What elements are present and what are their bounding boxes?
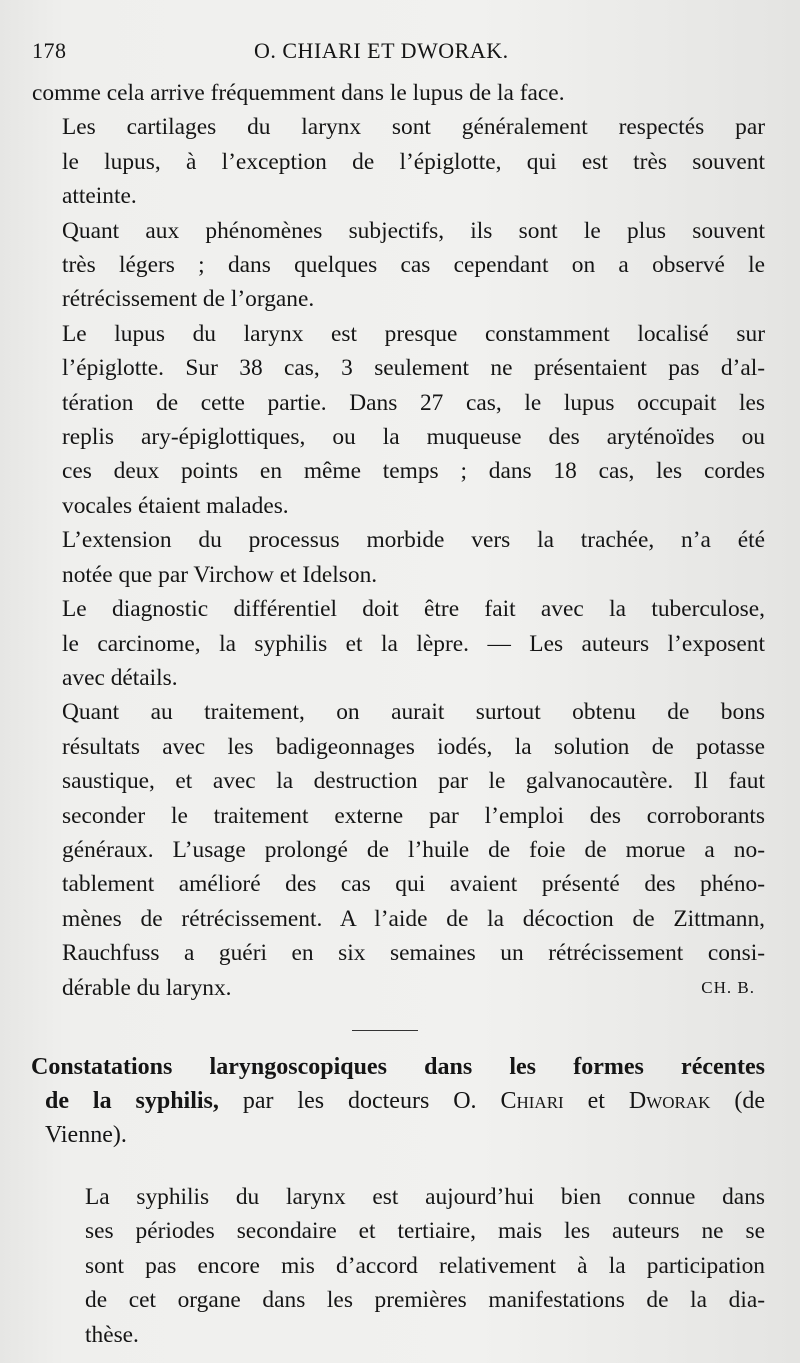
page-number: 178 [32,38,67,63]
text-line: tération de cette partie. Dans 27 cas, le lupus occupait les [62,389,765,416]
text-line: ses périodes secondaire et tertiaire, mais les auteurs ne se [85,1218,765,1245]
paragraph [32,76,765,110]
text-line: replis ary-épiglottiques, ou la muqueuse des aryténoïdes ou [62,424,765,451]
paragraph [32,592,765,695]
text-line: Le lupus du larynx est presque constamment localisé sur [62,320,765,347]
text-line: sont pas encore mis d’accord relativement à la participation [85,1252,765,1279]
article-body [32,76,765,1005]
text-line: généraux. L’usage prolongé de l’huile de foie de morue a no- [62,836,765,863]
section-divider [352,1030,418,1031]
text-line: saustique, et avec la destruction par le galvanocautère. Il faut [62,768,765,795]
text-line: vocales étaient malades. [62,492,289,519]
paragraph [32,110,765,213]
section-byline: par les docteurs O. [218,1088,501,1114]
text-line: avec détails. [62,664,178,691]
text-line: le lupus, à l’exception de l’épiglotte, qui est très souvent [62,148,765,175]
text-line: mènes de rétrécissement. A l’aide de la décoction de Zittmann, [62,905,765,932]
text-line: Le diagnostic différentiel doit être fait avec la tuberculose, [62,596,765,623]
text-line: rétrécissement de l’organe. [62,286,315,313]
section-byline-and: et [563,1088,629,1114]
text-line: thèse. [85,1321,139,1348]
text-line: Quant au traitement, on aurait surtout obtenu de bons [62,699,765,726]
text-line: notée que par Virchow et Idelson. [62,561,378,588]
text-line: dérable du larynx. [62,974,232,1001]
section-byline-end: (de [710,1088,765,1114]
text-line: atteinte. [62,183,137,210]
author-name: Dworak [628,1088,711,1114]
text-line: Rauchfuss a guéri en six semaines un rétrécissement consi- [62,940,765,967]
text-line: très légers ; dans quelques cas cependant on a observé le [62,252,765,279]
text-line: La syphilis du larynx est aujourd’hui bien connue dans [85,1184,765,1210]
section-title-bold-cont: de la syphilis, [45,1088,219,1114]
section-title-line: Vienne). [45,1122,127,1148]
page-header [32,38,572,68]
text-line: seconder le traitement externe par l’emploi des corroborants [62,802,765,829]
paragraph [32,317,765,523]
section-body [45,1180,765,1352]
paragraph [45,1180,765,1352]
section-title-bold: Constatations laryngoscopiques dans les formes récentes [31,1054,765,1080]
text-line: le carcinome, la syphilis et la lèpre. — Les auteurs l’exposent [62,630,765,657]
text-line: Les cartilages du larynx sont généralement respectés par [62,114,765,141]
signature-line [32,971,765,1005]
text-line: ces deux points en même temps ; dans 18 cas, les cordes [62,458,765,485]
text-line: L’extension du processus morbide vers la trachée, n’a été [62,527,765,554]
text-line: résultats avec les badigeonnages iodés, la solution de potasse [62,733,765,760]
running-head: O. CHIARI ET DWORAK. [254,38,509,63]
text-line: Quant aux phénomènes subjectifs, ils sont le plus souvent [62,217,765,244]
section-heading [31,1050,765,1152]
paragraph [32,214,765,317]
text-line: l’épiglotte. Sur 38 cas, 3 seulement ne présentaient pas d’al- [62,355,765,382]
text-line: de cet organe dans les premières manifestations de la dia- [85,1287,765,1314]
author-name: Chiari [500,1088,564,1114]
signature-initials: CH. B. [701,977,755,997]
paragraph [32,695,765,1005]
text-line: comme cela arrive fréquemment dans le lupus de la face. [32,80,565,106]
paragraph [32,523,765,592]
text-line: tablement amélioré des cas qui avaient présenté des phéno- [62,871,765,898]
